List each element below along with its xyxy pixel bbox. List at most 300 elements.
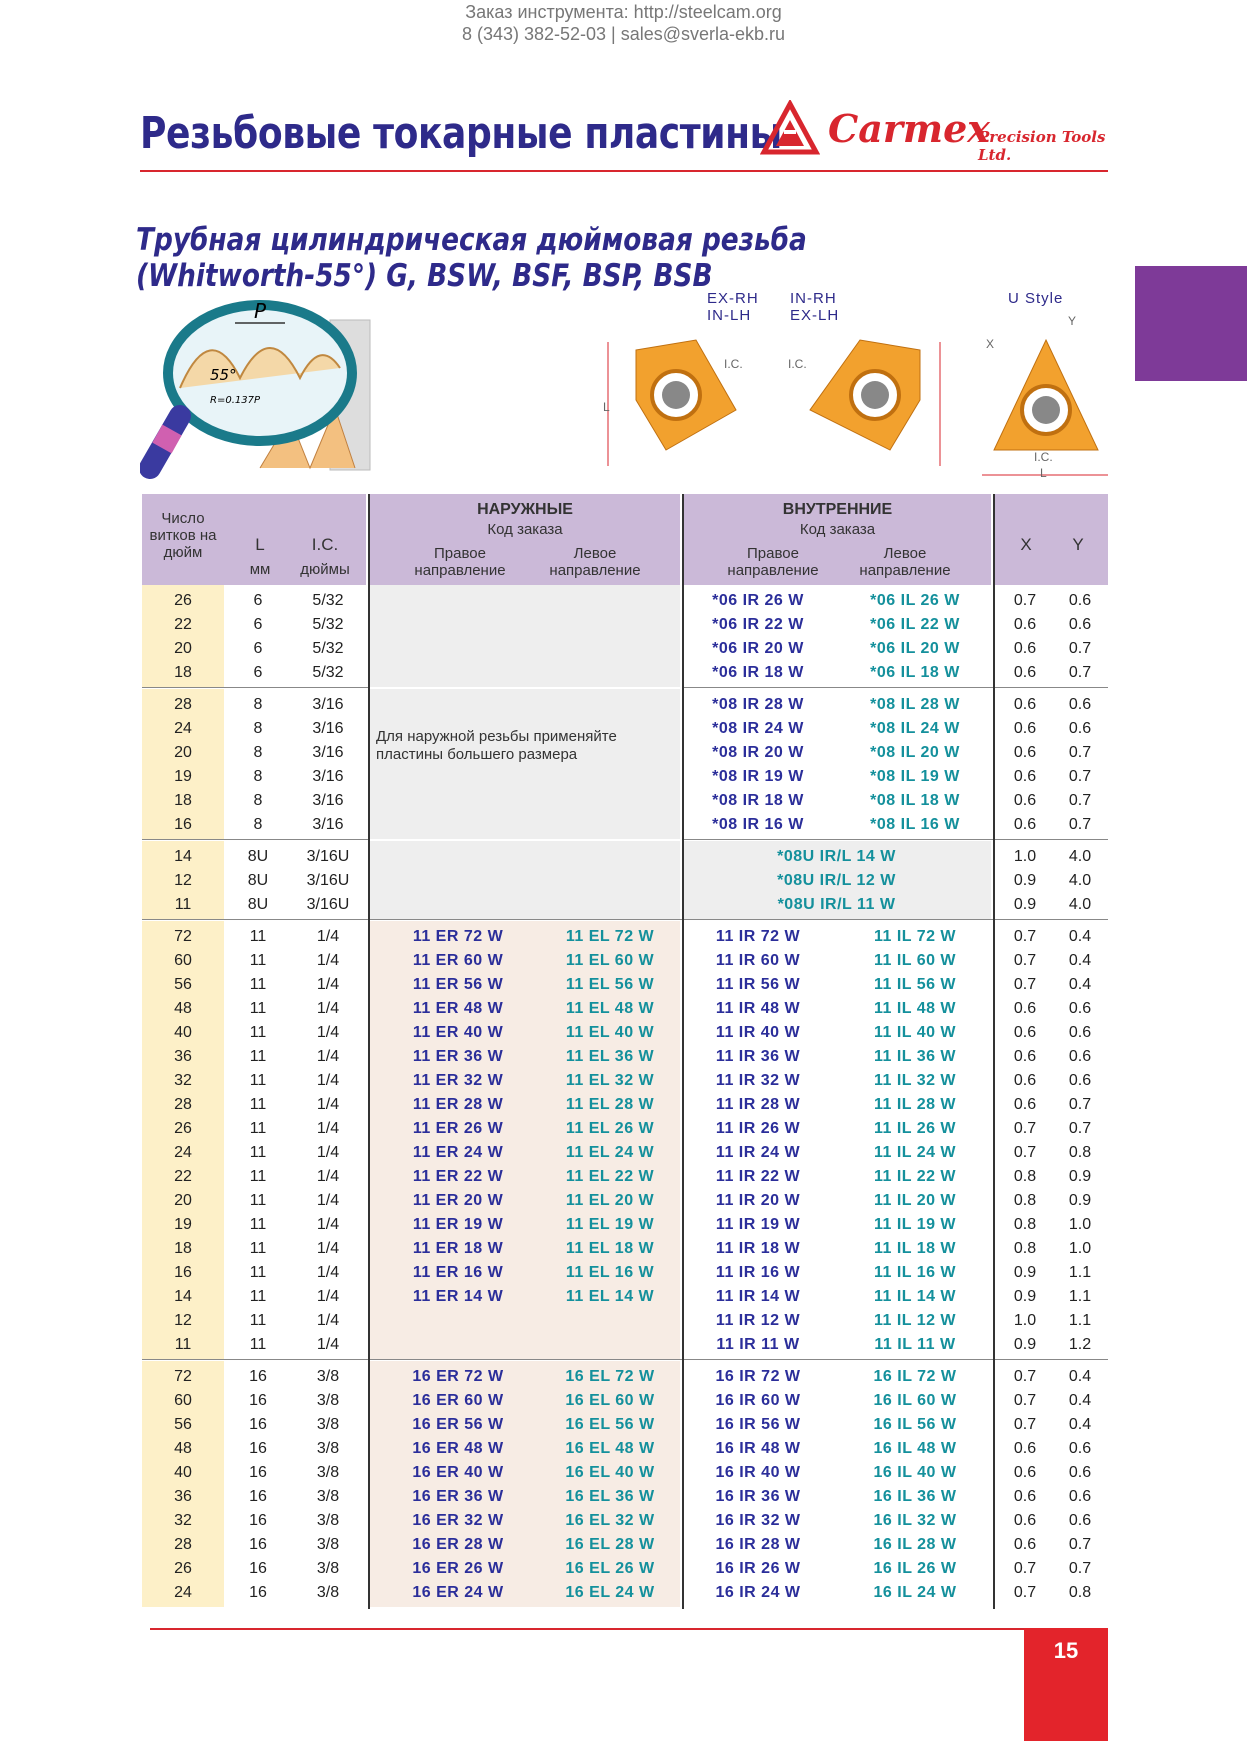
x-cell: 0.6	[1013, 720, 1037, 737]
int-left-code: 11 IL 40 W	[873, 1024, 957, 1041]
x-cell: 0.6	[1013, 1048, 1037, 1065]
int-right-code: 11 IR 12 W	[715, 1312, 801, 1329]
int-left-code: 16 IL 60 W	[873, 1392, 957, 1409]
y-cell: 0.7	[1068, 1536, 1092, 1553]
ext-right-code: 11 ER 36 W	[412, 1048, 504, 1065]
ic-cell: 3/16	[312, 768, 344, 785]
x-cell: 0.6	[1013, 1464, 1037, 1481]
int-right-code: 16 IR 60 W	[715, 1392, 801, 1409]
int-right-code: *06 IR 20 W	[712, 640, 804, 657]
x-cell: 0.6	[1013, 768, 1037, 785]
ext-left-code: 11 EL 26 W	[565, 1120, 655, 1137]
tpi-cell: 18	[174, 792, 192, 809]
y-cell: 0.6	[1068, 1512, 1092, 1529]
group-separator	[370, 919, 1108, 920]
tpi-cell: 19	[174, 768, 192, 785]
ext-right-code: 11 ER 19 W	[412, 1216, 504, 1233]
ic-cell: 5/32	[312, 664, 344, 681]
tpi-cell: 14	[174, 1288, 192, 1305]
ext-right-code: 16 ER 32 W	[412, 1512, 504, 1529]
int-right-code: 11 IR 14 W	[715, 1288, 801, 1305]
l-cell: 11	[249, 1048, 267, 1065]
int-left-code: 16 IL 48 W	[873, 1440, 957, 1457]
int-left-code: 11 IL 16 W	[873, 1264, 957, 1281]
tpi-cell: 32	[174, 1072, 192, 1089]
tpi-cell: 28	[174, 1536, 192, 1553]
tpi-cell: 72	[174, 928, 192, 945]
ext-right-code: 16 ER 56 W	[412, 1416, 504, 1433]
tpi-cell: 56	[174, 1416, 192, 1433]
tpi-cell: 36	[174, 1488, 192, 1505]
ext-left-code: 11 EL 20 W	[565, 1192, 655, 1209]
ext-left-code: 16 EL 60 W	[565, 1392, 655, 1409]
int-right-code: *06 IR 18 W	[712, 664, 804, 681]
l-cell: 8	[253, 696, 263, 713]
l-cell: 11	[249, 1216, 267, 1233]
ext-right-code: 16 ER 26 W	[412, 1560, 504, 1577]
tpi-cell: 18	[174, 664, 192, 681]
tpi-cell: 12	[174, 872, 192, 889]
x-cell: 0.6	[1013, 1000, 1037, 1017]
int-left-code: *06 IL 26 W	[870, 592, 960, 609]
int-left-code: 11 IL 19 W	[873, 1216, 957, 1233]
l-cell: 11	[249, 1312, 267, 1329]
ext-left-code: 11 EL 56 W	[565, 976, 655, 993]
page-number-box	[1024, 1628, 1108, 1741]
ic-cell: 3/8	[316, 1512, 340, 1529]
tpi-cell: 24	[174, 1584, 192, 1601]
x-cell: 1.0	[1013, 1312, 1037, 1329]
tpi-cell: 20	[174, 1192, 192, 1209]
l-cell: 8	[253, 816, 263, 833]
int-right-code: 11 IR 20 W	[715, 1192, 801, 1209]
x-cell: 0.7	[1013, 1120, 1037, 1137]
ext-left-code: 11 EL 36 W	[565, 1048, 655, 1065]
ext-left-code: 11 EL 48 W	[565, 1000, 655, 1017]
ic-cell: 1/4	[316, 1048, 340, 1065]
group-separator	[684, 839, 1108, 840]
brand-tagline: Precision Tools Ltd.	[978, 128, 1106, 164]
ext-right-code: 16 ER 72 W	[412, 1368, 504, 1385]
insert-diagram-in	[790, 310, 960, 470]
ext-left-code: 11 EL 32 W	[565, 1072, 655, 1089]
int-left-code: *08 IL 19 W	[870, 768, 960, 785]
header-internal-left: Левое направление	[859, 545, 951, 579]
header-order-line: Заказ инструмента: http://steelcam.org	[465, 2, 782, 22]
int-right-code: *08 IR 18 W	[712, 792, 804, 809]
int-left-code: 16 IL 28 W	[873, 1536, 957, 1553]
l-cell: 8U	[247, 896, 269, 913]
ext-right-code: 11 ER 56 W	[412, 976, 504, 993]
y-cell: 1.0	[1068, 1240, 1092, 1257]
x-cell: 0.9	[1013, 872, 1037, 889]
ext-right-code: 11 ER 18 W	[412, 1240, 504, 1257]
ext-right-code: 16 ER 24 W	[412, 1584, 504, 1601]
int-right-code: 16 IR 32 W	[715, 1512, 801, 1529]
header-internal: ВНУТРЕННИЕ	[782, 501, 893, 518]
ext-right-code: 11 ER 40 W	[412, 1024, 504, 1041]
ext-right-code: 16 ER 36 W	[412, 1488, 504, 1505]
y-cell: 0.8	[1068, 1144, 1092, 1161]
tpi-cell: 20	[174, 744, 192, 761]
header-ic: I.C.	[311, 535, 339, 554]
int-right-code: 11 IR 16 W	[715, 1264, 801, 1281]
y-cell: 1.1	[1068, 1312, 1092, 1329]
ic-cell: 3/8	[316, 1584, 340, 1601]
int-right-code: *08U IR/L 12 W	[777, 872, 896, 889]
y-cell: 0.7	[1068, 1560, 1092, 1577]
x-cell: 0.6	[1013, 1072, 1037, 1089]
int-left-code: 11 IL 12 W	[873, 1312, 957, 1329]
ext-left-code: 16 EL 36 W	[565, 1488, 655, 1505]
y-cell: 0.9	[1068, 1192, 1092, 1209]
y-cell: 1.1	[1068, 1288, 1092, 1305]
int-right-code: *08U IR/L 11 W	[777, 896, 896, 913]
dim-ic-left: I.C.	[724, 357, 743, 371]
tpi-cell: 16	[174, 1264, 192, 1281]
section-tab	[1135, 266, 1247, 381]
y-cell: 1.1	[1068, 1264, 1092, 1281]
int-right-code: 11 IR 26 W	[715, 1120, 801, 1137]
y-cell: 0.9	[1068, 1168, 1092, 1185]
y-cell: 0.6	[1068, 1488, 1092, 1505]
l-cell: 6	[253, 616, 263, 633]
group-separator	[142, 919, 370, 920]
y-cell: 0.7	[1068, 664, 1092, 681]
x-cell: 0.6	[1013, 664, 1037, 681]
angle-label: 55°	[210, 366, 237, 384]
y-cell: 0.6	[1068, 720, 1092, 737]
int-right-code: *08 IR 28 W	[712, 696, 804, 713]
l-cell: 11	[249, 976, 267, 993]
l-cell: 11	[249, 1096, 267, 1113]
x-cell: 0.9	[1013, 896, 1037, 913]
int-right-code: *06 IR 26 W	[712, 592, 804, 609]
ic-cell: 3/16	[312, 744, 344, 761]
tpi-cell: 48	[174, 1440, 192, 1457]
page-title: Резьбовые токарные пластины	[140, 108, 782, 159]
ic-cell: 1/4	[316, 1192, 340, 1209]
header-external-left: Левое направление	[549, 545, 641, 579]
x-cell: 0.6	[1013, 696, 1037, 713]
int-right-code: 11 IR 48 W	[715, 1000, 801, 1017]
tpi-cell: 26	[174, 1560, 192, 1577]
dim-y-right: Y	[1068, 314, 1077, 328]
y-cell: 1.2	[1068, 1336, 1092, 1353]
y-cell: 0.6	[1068, 592, 1092, 609]
tpi-cell: 40	[174, 1464, 192, 1481]
int-left-code: 11 IL 20 W	[873, 1192, 957, 1209]
ext-left-code: 16 EL 40 W	[565, 1464, 655, 1481]
y-cell: 0.4	[1068, 976, 1092, 993]
group-separator	[142, 687, 370, 688]
l-cell: 8U	[247, 848, 269, 865]
tpi-cell: 26	[174, 592, 192, 609]
y-cell: 0.6	[1068, 1440, 1092, 1457]
ext-left-code: 16 EL 56 W	[565, 1416, 655, 1433]
l-cell: 8U	[247, 872, 269, 889]
tpi-cell: 72	[174, 1368, 192, 1385]
x-cell: 0.7	[1013, 952, 1037, 969]
ext-right-code: 11 ER 20 W	[412, 1192, 504, 1209]
y-cell: 0.7	[1068, 768, 1092, 785]
y-cell: 0.4	[1068, 952, 1092, 969]
header-l: L	[255, 535, 265, 554]
header-x: X	[1020, 535, 1032, 554]
dim-l-right: L	[1040, 466, 1047, 480]
x-cell: 0.6	[1013, 1488, 1037, 1505]
tpi-cell: 56	[174, 976, 192, 993]
x-cell: 0.6	[1013, 1024, 1037, 1041]
ic-cell: 3/16	[312, 696, 344, 713]
int-left-code: 11 IL 60 W	[873, 952, 957, 969]
x-cell: 0.7	[1013, 1584, 1037, 1601]
tpi-cell: 40	[174, 1024, 192, 1041]
ic-cell: 1/4	[316, 1096, 340, 1113]
y-cell: 0.4	[1068, 1368, 1092, 1385]
ext-left-code: 11 EL 60 W	[565, 952, 655, 969]
int-right-code: 11 IR 36 W	[715, 1048, 801, 1065]
l-cell: 16	[249, 1392, 267, 1409]
ext-right-code: 16 ER 48 W	[412, 1440, 504, 1457]
int-left-code: *06 IL 22 W	[870, 616, 960, 633]
ext-right-code: 11 ER 14 W	[412, 1288, 504, 1305]
tpi-cell: 19	[174, 1216, 192, 1233]
l-cell: 8	[253, 768, 263, 785]
int-right-code: 11 IR 28 W	[715, 1096, 801, 1113]
ic-cell: 1/4	[316, 1000, 340, 1017]
l-cell: 11	[249, 1144, 267, 1161]
ext-right-code: 16 ER 28 W	[412, 1536, 504, 1553]
ext-left-code: 16 EL 26 W	[565, 1560, 655, 1577]
ic-cell: 1/4	[316, 1312, 340, 1329]
y-cell: 4.0	[1068, 848, 1092, 865]
ext-left-code: 16 EL 48 W	[565, 1440, 655, 1457]
tpi-cell: 28	[174, 696, 192, 713]
tpi-cell: 12	[174, 1312, 192, 1329]
ic-cell: 1/4	[316, 976, 340, 993]
int-left-code: 11 IL 32 W	[873, 1072, 957, 1089]
l-cell: 11	[249, 1336, 267, 1353]
ext-right-code: 11 ER 48 W	[412, 1000, 504, 1017]
x-cell: 0.6	[1013, 1440, 1037, 1457]
header-l-unit: мм	[249, 561, 271, 578]
int-left-code: 16 IL 32 W	[873, 1512, 957, 1529]
group-separator	[142, 1359, 370, 1360]
carmex-triangle-icon	[760, 100, 820, 158]
tpi-cell: 28	[174, 1096, 192, 1113]
tpi-cell: 18	[174, 1240, 192, 1257]
int-right-code: 11 IR 19 W	[715, 1216, 801, 1233]
l-cell: 16	[249, 1560, 267, 1577]
tpi-cell: 24	[174, 720, 192, 737]
tpi-cell: 11	[174, 896, 192, 913]
tpi-cell: 20	[174, 640, 192, 657]
int-left-code: 11 IL 56 W	[873, 976, 957, 993]
int-right-code: 16 IR 36 W	[715, 1488, 801, 1505]
header-y: Y	[1072, 535, 1084, 554]
x-cell: 0.7	[1013, 1144, 1037, 1161]
ic-cell: 3/16	[312, 792, 344, 809]
l-cell: 16	[249, 1368, 267, 1385]
ext-right-code: 11 ER 26 W	[412, 1120, 504, 1137]
external-column-bg	[370, 841, 680, 919]
int-left-code: 16 IL 26 W	[873, 1560, 957, 1577]
ic-cell: 1/4	[316, 1288, 340, 1305]
radius-label: R=0.137P	[210, 395, 260, 406]
y-cell: 1.0	[1068, 1216, 1092, 1233]
tpi-cell: 22	[174, 616, 192, 633]
int-left-code: 16 IL 36 W	[873, 1488, 957, 1505]
l-cell: 16	[249, 1464, 267, 1481]
ext-left-code: 16 EL 32 W	[565, 1512, 655, 1529]
x-cell: 0.7	[1013, 1416, 1037, 1433]
ext-right-code: 11 ER 60 W	[412, 952, 504, 969]
brand-logo	[760, 100, 1110, 164]
l-cell: 11	[249, 1000, 267, 1017]
tpi-cell: 24	[174, 1144, 192, 1161]
int-right-code: 11 IR 56 W	[715, 976, 801, 993]
tpi-cell: 11	[174, 1336, 192, 1353]
ext-left-code: 11 EL 72 W	[565, 928, 655, 945]
x-cell: 0.9	[1013, 1264, 1037, 1281]
int-left-code: 11 IL 72 W	[873, 928, 957, 945]
external-column-bg	[370, 689, 680, 839]
int-left-code: 16 IL 24 W	[873, 1584, 957, 1601]
y-cell: 0.7	[1068, 640, 1092, 657]
ic-cell: 1/4	[316, 1144, 340, 1161]
y-cell: 0.7	[1068, 1120, 1092, 1137]
subtitle-line-1: Трубная цилиндрическая дюймовая резьба	[136, 222, 807, 258]
header-divider	[140, 170, 1108, 172]
l-cell: 11	[249, 1072, 267, 1089]
int-right-code: *08 IR 24 W	[712, 720, 804, 737]
ic-cell: 1/4	[316, 1120, 340, 1137]
page-number: 15	[1053, 1638, 1079, 1663]
header-contact-line: 8 (343) 382-52-03 | sales@sverla-ekb.ru	[461, 24, 786, 44]
ext-left-code: 11 EL 24 W	[565, 1144, 655, 1161]
y-cell: 0.4	[1068, 1416, 1092, 1433]
x-cell: 0.9	[1013, 1288, 1037, 1305]
diagram-label-in-rh: IN-RH	[790, 290, 837, 307]
l-cell: 6	[253, 592, 263, 609]
ic-cell: 1/4	[316, 1072, 340, 1089]
int-left-code: 11 IL 11 W	[874, 1336, 956, 1353]
dim-l-left: L	[603, 400, 610, 414]
y-cell: 0.6	[1068, 1464, 1092, 1481]
x-cell: 1.0	[1013, 848, 1037, 865]
y-cell: 0.6	[1068, 1072, 1092, 1089]
x-cell: 0.6	[1013, 640, 1037, 657]
l-cell: 11	[249, 1168, 267, 1185]
ic-cell: 1/4	[316, 1216, 340, 1233]
header-ic-unit: дюймы	[300, 561, 350, 578]
group-separator	[370, 1359, 1108, 1360]
int-right-code: 11 IR 22 W	[715, 1168, 801, 1185]
ic-cell: 5/32	[312, 592, 344, 609]
int-left-code: *08 IL 16 W	[870, 816, 960, 833]
int-right-code: *08U IR/L 14 W	[777, 848, 896, 865]
ext-right-code: 11 ER 24 W	[412, 1144, 504, 1161]
thread-illustration	[140, 298, 375, 488]
x-cell: 0.6	[1013, 744, 1037, 761]
ic-cell: 3/16U	[306, 848, 350, 865]
y-cell: 0.4	[1068, 1392, 1092, 1409]
int-right-code: 16 IR 40 W	[715, 1464, 801, 1481]
l-cell: 11	[249, 928, 267, 945]
dim-ic-mid: I.C.	[788, 357, 807, 371]
ext-left-code: 16 EL 28 W	[565, 1536, 655, 1553]
int-right-code: *08 IR 16 W	[712, 816, 804, 833]
tpi-cell: 32	[174, 1512, 192, 1529]
x-cell: 0.8	[1013, 1240, 1037, 1257]
x-cell: 0.6	[1013, 1512, 1037, 1529]
tpi-cell: 60	[174, 952, 192, 969]
int-right-code: 11 IR 40 W	[715, 1024, 801, 1041]
l-cell: 16	[249, 1536, 267, 1553]
y-cell: 4.0	[1068, 872, 1092, 889]
y-cell: 0.4	[1068, 928, 1092, 945]
tpi-cell: 16	[174, 816, 192, 833]
int-left-code: *08 IL 18 W	[870, 792, 960, 809]
int-right-code: 11 IR 11 W	[716, 1336, 800, 1353]
y-cell: 4.0	[1068, 896, 1092, 913]
ic-cell: 3/8	[316, 1464, 340, 1481]
int-left-code: 11 IL 24 W	[873, 1144, 957, 1161]
x-cell: 0.7	[1013, 1392, 1037, 1409]
int-left-code: 11 IL 26 W	[873, 1120, 957, 1137]
y-cell: 0.6	[1068, 1000, 1092, 1017]
x-cell: 0.6	[1013, 1096, 1037, 1113]
int-left-code: 11 IL 18 W	[873, 1240, 957, 1257]
int-left-code: *08 IL 24 W	[870, 720, 960, 737]
tpi-cell: 14	[174, 848, 192, 865]
l-cell: 11	[249, 1120, 267, 1137]
l-cell: 8	[253, 720, 263, 737]
header-external: НАРУЖНЫЕ	[477, 501, 573, 518]
y-cell: 0.8	[1068, 1584, 1092, 1601]
ext-left-code: 11 EL 14 W	[565, 1288, 655, 1305]
ic-cell: 1/4	[316, 1264, 340, 1281]
ic-cell: 3/8	[316, 1440, 340, 1457]
int-right-code: *06 IR 22 W	[712, 616, 804, 633]
int-right-code: 16 IR 24 W	[715, 1584, 801, 1601]
y-cell: 0.6	[1068, 1024, 1092, 1041]
ic-cell: 3/8	[316, 1392, 340, 1409]
ext-right-code: 16 ER 40 W	[412, 1464, 504, 1481]
l-cell: 8	[253, 744, 263, 761]
group-separator	[684, 687, 1108, 688]
ext-right-code: 11 ER 22 W	[412, 1168, 504, 1185]
header-internal-code: Код заказа	[799, 521, 876, 538]
int-right-code: 16 IR 28 W	[715, 1536, 801, 1553]
int-left-code: 11 IL 48 W	[873, 1000, 957, 1017]
y-cell: 0.6	[1068, 616, 1092, 633]
int-right-code: 11 IR 18 W	[715, 1240, 801, 1257]
diagram-label-ex-lh: EX-LH	[790, 307, 840, 324]
diagram-label-ex-rh: EX-RH	[707, 290, 759, 307]
tpi-cell: 36	[174, 1048, 192, 1065]
ic-cell: 3/8	[316, 1368, 340, 1385]
ext-left-code: 11 EL 22 W	[565, 1168, 655, 1185]
int-left-code: 11 IL 28 W	[873, 1096, 957, 1113]
ic-cell: 1/4	[316, 928, 340, 945]
int-left-code: *06 IL 18 W	[870, 664, 960, 681]
x-cell: 0.8	[1013, 1192, 1037, 1209]
int-right-code: 11 IR 24 W	[715, 1144, 801, 1161]
l-cell: 16	[249, 1488, 267, 1505]
int-left-code: *06 IL 20 W	[870, 640, 960, 657]
